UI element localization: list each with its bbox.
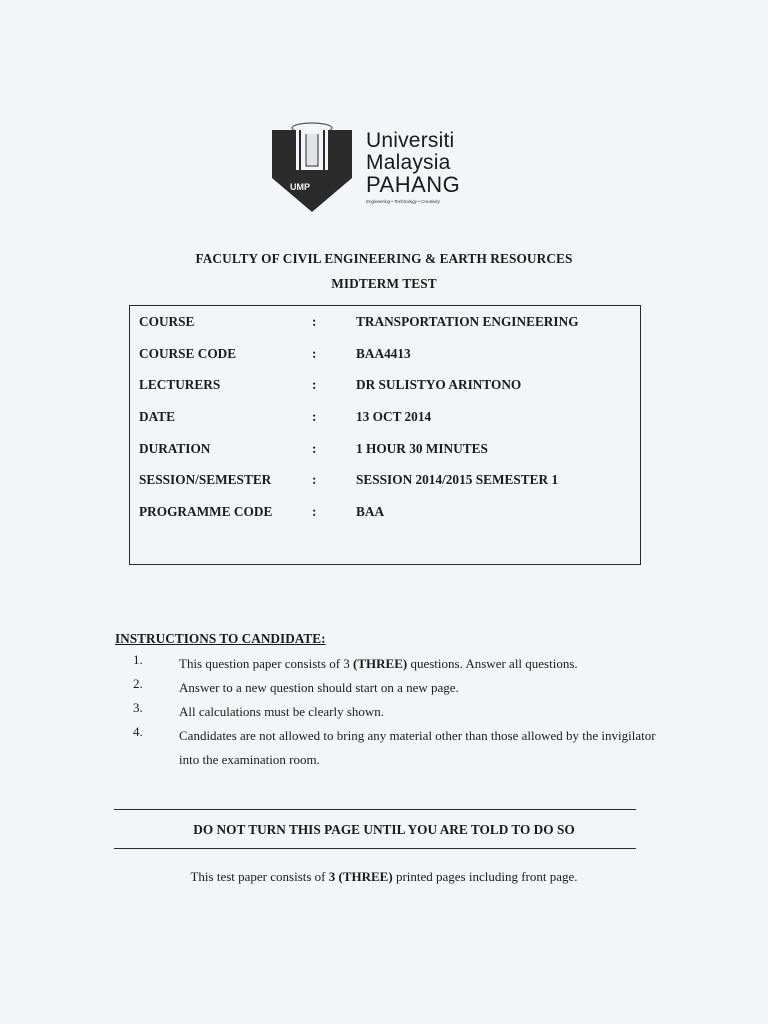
page-count-note <box>0 869 768 885</box>
divider-top <box>114 809 636 810</box>
logo-badge-text: UMP <box>290 182 310 192</box>
instruction-number: 4. <box>133 724 143 739</box>
footer-text-pre: This test paper consists of <box>190 869 329 884</box>
instruction-number: 3. <box>133 700 143 715</box>
info-label: LECTURERS <box>139 377 221 392</box>
instruction-text: Candidates are not allowed to bring any material other than those allowed by the invigilator into the examination room. <box>179 728 656 767</box>
instruction-number: 2. <box>133 676 143 691</box>
info-colon: : <box>312 314 317 329</box>
info-value: SESSION 2014/2015 SEMESTER 1 <box>356 472 559 487</box>
info-value: 1 HOUR 30 MINUTES <box>356 441 488 456</box>
university-name-line2: Malaysia <box>366 151 451 174</box>
info-colon: : <box>312 346 317 361</box>
info-value: TRANSPORTATION ENGINEERING <box>356 314 579 329</box>
instructions-title: INSTRUCTIONS TO CANDIDATE: <box>115 631 326 646</box>
faculty-heading: FACULTY OF CIVIL ENGINEERING & EARTH RESOURCES <box>195 251 573 266</box>
info-label: DURATION <box>139 441 211 456</box>
info-label: COURSE <box>139 314 195 329</box>
university-name <box>366 130 460 206</box>
info-colon: : <box>312 472 317 487</box>
instruction-text: Answer to a new question should start on a new page. <box>179 680 459 695</box>
info-label: COURSE CODE <box>139 346 237 361</box>
university-logo <box>270 118 480 218</box>
instruction-text-post: questions. Answer all questions. <box>407 656 578 671</box>
instruction-number: 1. <box>133 652 143 667</box>
info-colon: : <box>312 377 317 392</box>
info-value: DR SULISTYO ARINTONO <box>356 377 522 392</box>
info-colon: : <box>312 409 317 424</box>
instruction-text-bold: (THREE) <box>353 656 408 671</box>
exam-type-heading: MIDTERM TEST <box>331 276 437 291</box>
instruction-text: All calculations must be clearly shown. <box>179 704 385 719</box>
university-tagline: Engineering • Technology • Creativity <box>366 199 440 204</box>
university-name-line3: PAHANG <box>366 172 461 197</box>
divider-bottom <box>114 848 636 849</box>
info-colon: : <box>312 441 317 456</box>
footer-text-bold: 3 (THREE) <box>328 869 393 884</box>
info-label: DATE <box>139 409 175 424</box>
info-label: SESSION/SEMESTER <box>139 472 272 487</box>
info-colon: : <box>312 504 317 519</box>
info-label: PROGRAMME CODE <box>139 504 273 519</box>
university-name-line1: Universiti <box>366 129 455 152</box>
instruction-text-pre: This question paper consists of 3 <box>179 656 354 671</box>
info-value: BAA <box>356 504 385 519</box>
footer-text-post: printed pages including front page. <box>392 869 578 884</box>
ump-shield-icon <box>270 118 354 214</box>
instruction-text <box>179 652 659 676</box>
warning-notice: DO NOT TURN THIS PAGE UNTIL YOU ARE TOLD TO DO SO <box>193 822 575 837</box>
info-value: 13 OCT 2014 <box>356 409 432 424</box>
info-value: BAA4413 <box>356 346 411 361</box>
course-info-box <box>129 305 641 565</box>
